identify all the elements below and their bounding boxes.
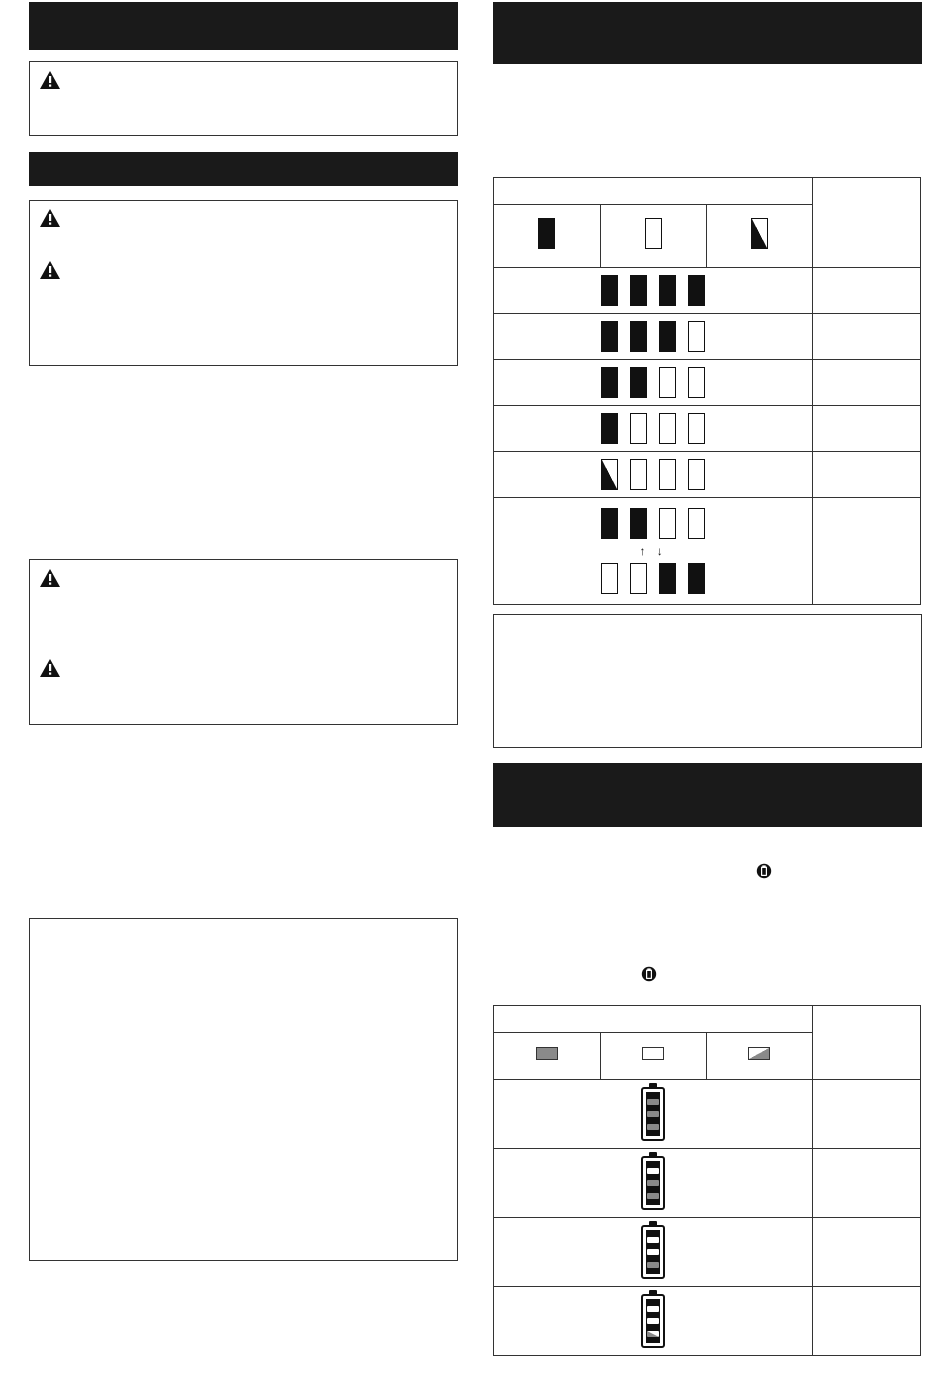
lamp-blinking-icon [751,218,768,249]
warning-triangle-icon [39,70,61,90]
battery-indicator-icon [641,966,657,982]
section-header-bar-4 [493,763,922,827]
tool-indicator-row [494,1218,813,1287]
section-header-bar-3 [493,2,922,64]
capacity-value [813,1287,921,1356]
tool-indicator-row [494,1287,813,1356]
legend-blinking [706,205,813,268]
capacity-value [813,1149,921,1218]
tool-indicator-row [494,1149,813,1218]
indicator-lamps-header [494,1006,813,1033]
capacity-value [813,1080,921,1149]
warning-triangle-icon [39,208,61,228]
legend-lighted [600,1033,706,1080]
capacity-row [494,406,813,452]
capacity-value [813,452,921,498]
battery-icon [641,1294,665,1348]
section-header-bar-1 [29,2,458,50]
section-header-bar-2 [29,152,458,186]
legend-blinking [706,1033,813,1080]
warning-box-2 [29,200,458,366]
lamp-off-icon [645,218,662,249]
indicator-blinking-icon [748,1047,770,1060]
capacity-row [494,360,813,406]
capacity-row-fault [494,498,813,605]
warning-triangle-icon [39,260,61,280]
legend-lighted [494,205,601,268]
capacity-value [813,498,921,605]
capacity-row [494,452,813,498]
lamp-lit-icon [538,218,555,249]
capacity-row [494,314,813,360]
warning-box-1 [29,61,458,136]
indicator-lamps-header [494,178,813,205]
capacity-header [813,178,921,268]
capacity-row [494,268,813,314]
warning-triangle-icon [39,658,61,678]
indicator-off-icon [536,1047,558,1060]
battery-icon [641,1225,665,1279]
capacity-value [813,268,921,314]
legend-off [600,205,706,268]
battery-icon [641,1156,665,1210]
tool-indicator-row [494,1080,813,1149]
tool-indicator-table [493,1005,921,1356]
capacity-header [813,1006,921,1080]
capacity-value [813,1218,921,1287]
battery-indicator-icon [756,863,772,879]
note-box-right [493,614,922,748]
alternating-arrows: ↑ ↓ [639,544,667,558]
battery-icon [641,1087,665,1141]
capacity-value [813,314,921,360]
capacity-value [813,360,921,406]
indicator-lit-icon [642,1047,664,1060]
capacity-value [813,406,921,452]
remaining-capacity-table [493,177,921,605]
legend-off [494,1033,601,1080]
warning-triangle-icon [39,568,61,588]
note-box-left [29,918,458,1261]
warning-box-3 [29,559,458,725]
